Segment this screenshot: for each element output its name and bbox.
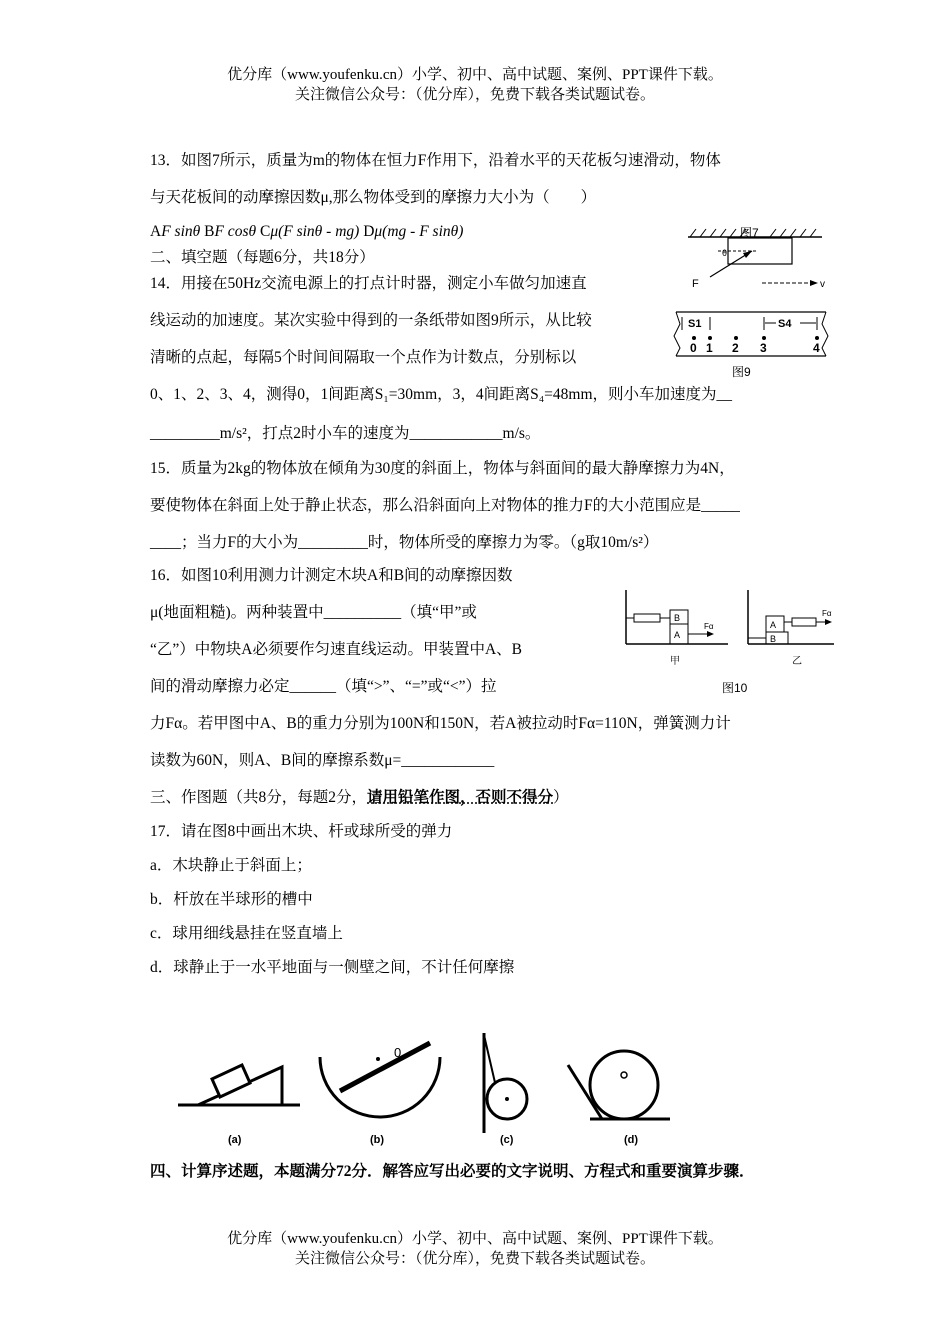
- fig8-a: [178, 1065, 300, 1146]
- section-3-title: [150, 788, 569, 808]
- q13-opt-c-expr: μ(F sinθ - mg): [270, 223, 360, 240]
- q15-line-1: 15．质量为2kg的物体放在倾角为30度的斜面上，物体与斜面间的最大静摩擦力为4N，: [150, 460, 735, 477]
- fig9-tick-1: 1: [706, 341, 713, 355]
- fig8-c: [484, 1033, 527, 1146]
- q13-opt-c-label: C: [259, 223, 271, 240]
- figure-8: [170, 1025, 700, 1153]
- q13-opt-b-label: B: [204, 223, 215, 240]
- q16-line-1: 16．如图10利用测力计测定木块A和B间的动摩擦因数: [150, 567, 513, 584]
- fig8-b: [320, 1043, 440, 1146]
- q13-opt-a-expr: F sinθ: [161, 223, 201, 240]
- fig9-s4: S4: [778, 318, 792, 330]
- q17-item-d: d．球静止于一水平地面与一侧壁之间，不计任何摩擦: [150, 959, 515, 976]
- fig7-theta: θ: [722, 248, 728, 258]
- q14-line-3: 清晰的点起，每隔5个时间间隔取一个点作为计数点，分别标以: [150, 349, 577, 366]
- q13-opt-d-label: D: [363, 223, 375, 240]
- q16-line-3: “乙”）中物块A必须要作匀速直线运动。甲装置中A、B: [150, 641, 522, 658]
- fig9-s1: S1: [688, 318, 702, 330]
- header-line-1: 优分库（www.youfenku.cn）小学、初中、高中试题、案例、PPT课件下载。: [227, 67, 723, 83]
- q14-line-4: 0、1、2、3、4，测得0，1间距离S₁=30mm，3，4间距离S₄=48mm，则小车加速度为__: [150, 386, 733, 403]
- section-4-title: 四、计算序述题，本题满分72分．解答应写出必要的文字说明、方程式和重要演算步骤．: [150, 1163, 755, 1180]
- footer-line-2: 关注微信公众号：（优分库），免费下载各类试题试卷。: [294, 1251, 655, 1267]
- fig9-tick-4: 4: [813, 341, 820, 355]
- q13-opt-a-label: A: [150, 223, 162, 240]
- fig10-caption: 图10: [722, 681, 748, 695]
- q17-item-c: c．球用细线悬挂在竖直墙上: [150, 925, 343, 942]
- fig9-tick-2: 2: [732, 341, 739, 355]
- section-3-suffix: ）: [553, 789, 569, 806]
- section-3-emphasis: 请用铅笔作图，否则不得分: [367, 789, 554, 806]
- q14-line-1: 14．用接在50Hz交流电源上的打点计时器，测定小车做匀加速直: [150, 275, 587, 292]
- q16-line-2: μ(地面粗糙)。两种装置中__________（填“甲”或: [150, 604, 477, 621]
- fig7-v: v: [820, 279, 825, 290]
- fig9-tick-0: 0: [690, 341, 697, 355]
- figure-10: [620, 580, 840, 700]
- fig10-jia-label: 甲: [670, 656, 680, 667]
- figure-9: [672, 306, 832, 384]
- footer-line-1: 优分库（www.youfenku.cn）小学、初中、高中试题、案例、PPT课件下载。: [227, 1231, 723, 1247]
- q16-line-4: 间的滑动摩擦力必定______（填“>”、“=”或“<”）拉: [150, 678, 497, 695]
- q14-line-5: _________m/s²，打点2时小车的速度为____________m/s。: [150, 425, 541, 442]
- q17-line-1: 17．请在图8中画出木块、杆或球所受的弹力: [150, 823, 453, 840]
- fig10-yi-label: 乙: [792, 656, 802, 667]
- q13-opt-b-expr: F cosθ: [214, 223, 257, 240]
- fig10-jia-B: B: [674, 613, 681, 623]
- fig8-b-O: 0: [394, 1045, 402, 1060]
- fig10-yi-F: Fα: [822, 609, 832, 618]
- fig9-tick-3: 3: [760, 341, 767, 355]
- q17-item-a: a．木块静止于斜面上；: [150, 857, 312, 874]
- fig8-c-label: (c): [500, 1134, 514, 1146]
- section-3-prefix: 三、作图题（共8分，每题2分，: [150, 789, 368, 806]
- q14-line-2: 线运动的加速度。某次实验中得到的一条纸带如图9所示，从比较: [150, 312, 592, 329]
- q13-line-2: 与天花板间的动摩擦因数μ,那么物体受到的摩擦力大小为（ ）: [150, 189, 597, 206]
- fig8-d-label: (d): [624, 1134, 639, 1146]
- q17-item-b: b．杆放在半球形的槽中: [150, 891, 313, 908]
- fig10-setup-jia: [626, 590, 728, 667]
- q13-line-1: 13．如图7所示，质量为m的物体在恒力F作用下，沿着水平的天花板匀速滑动，物体: [150, 152, 721, 169]
- q15-line-2: 要使物体在斜面上处于静止状态，那么沿斜面向上对物体的推力F的大小范围应是_____: [150, 497, 740, 514]
- q16-line-5: 力Fα。若甲图中A、B的重力分别为100N和150N，若A被拉动时Fα=110N，弹簧测力计: [150, 715, 731, 732]
- fig10-yi-A: A: [770, 620, 777, 630]
- header-line-2: 关注微信公众号：（优分库），免费下载各类试题试卷。: [294, 87, 655, 103]
- fig8-d: [568, 1051, 670, 1146]
- fig7-F: F: [692, 278, 699, 290]
- fig10-yi-B: B: [770, 634, 777, 644]
- section-2-title: 二、填空题（每题6分，共18分）: [150, 249, 375, 266]
- fig10-setup-yi: [748, 590, 834, 667]
- fig8-a-label: (a): [228, 1134, 242, 1146]
- q13-opt-d-expr: μ(mg - F sinθ): [374, 223, 464, 240]
- figure-7: [680, 225, 830, 295]
- fig10-jia-A: A: [674, 630, 681, 640]
- fig9-caption: 图9: [732, 365, 751, 379]
- fig8-b-label: (b): [370, 1134, 385, 1146]
- q13-options: [150, 222, 463, 242]
- fig10-jia-F: Fα: [704, 622, 714, 631]
- q16-line-6: 读数为60N，则A、B间的摩擦系数μ=____________: [150, 752, 495, 769]
- q15-line-3: ____；当力F的大小为_________时，物体所受的摩擦力为零。（g取10m/s²）: [150, 534, 659, 551]
- fig7-caption: 图7: [740, 226, 759, 240]
